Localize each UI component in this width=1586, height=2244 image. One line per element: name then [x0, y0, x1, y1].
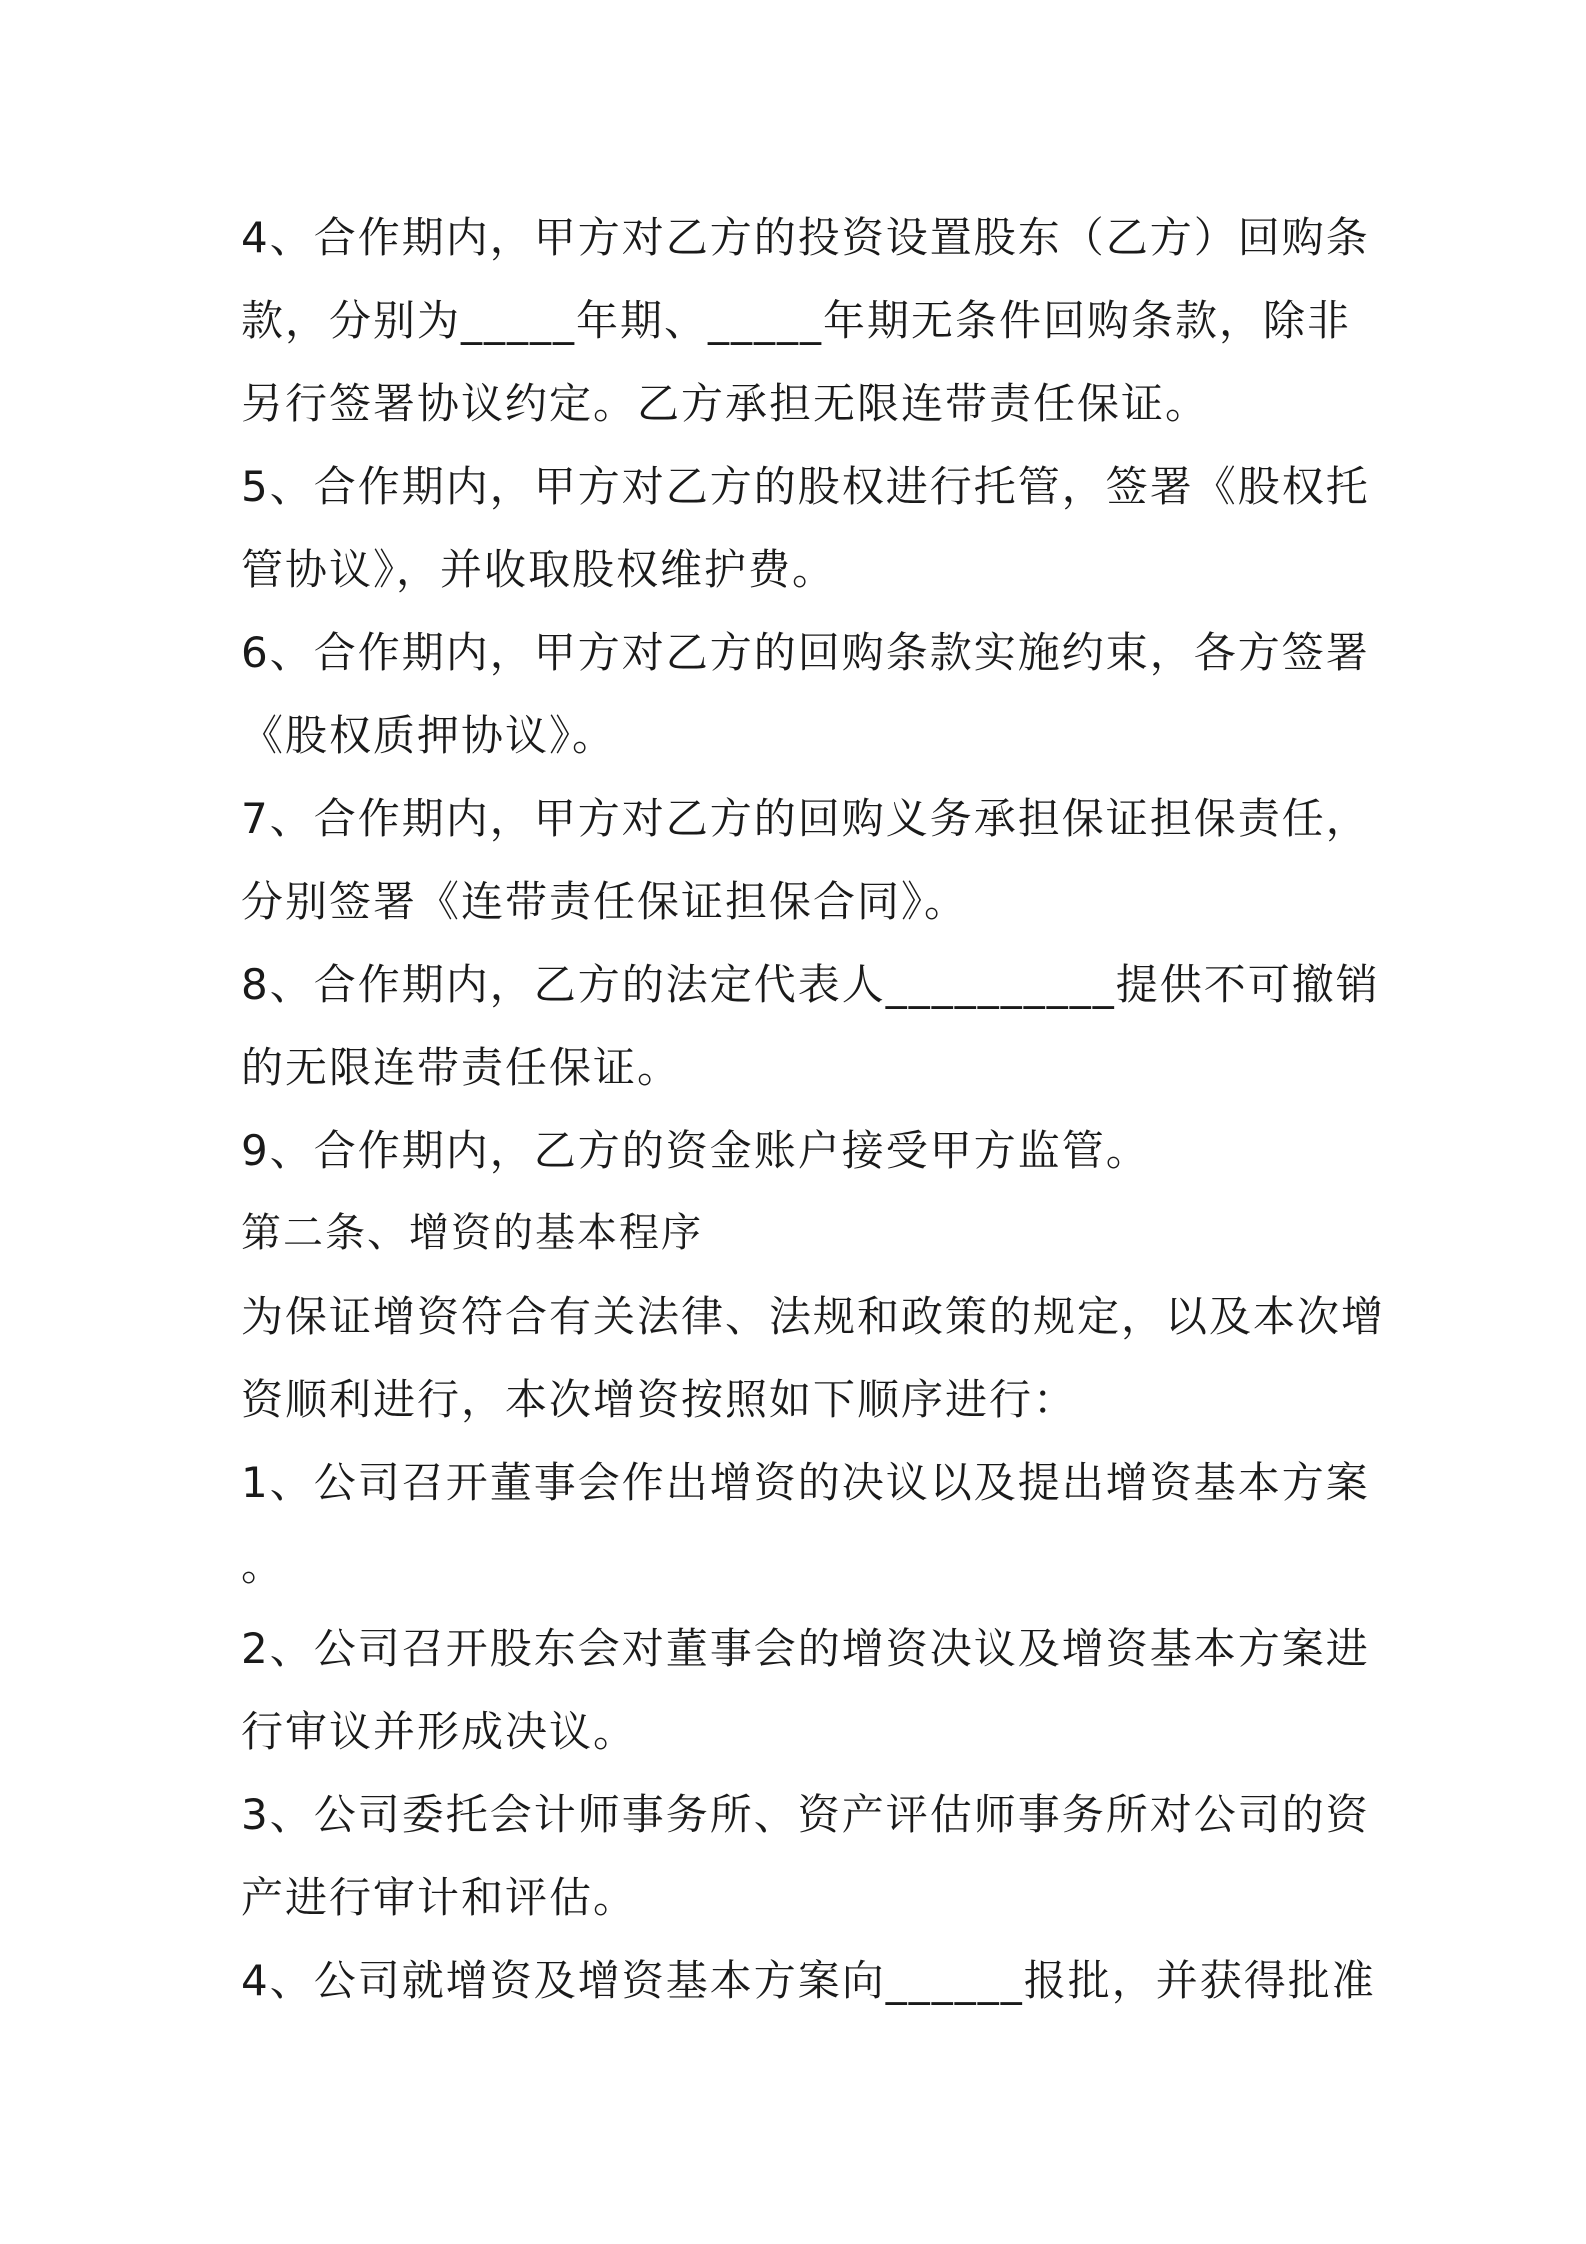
clause-6-line-1: 6、合作期内，甲方对乙方的回购条款实施约束，各方签署	[241, 628, 1370, 677]
document-body	[241, 196, 1386, 2022]
clause-7-line-1: 7、合作期内，甲方对乙方的回购义务承担保证担保责任，	[241, 794, 1370, 843]
clause-4-line-2: 款，分别为_____年期、_____年期无条件回购条款，除非	[241, 296, 1352, 345]
step-1-line-1: 1、公司召开董事会作出增资的决议以及提出增资基本方案	[241, 1458, 1370, 1507]
step-1-line-2: 。	[241, 1541, 286, 1590]
clause-4-line-3: 另行签署协议约定。乙方承担无限连带责任保证。	[241, 379, 1210, 428]
clause-8-line-1: 8、合作期内，乙方的法定代表人__________提供不可撤销	[241, 960, 1380, 1009]
clause-5-line-1: 5、合作期内，甲方对乙方的股权进行托管，签署《股权托	[241, 462, 1370, 511]
step-3-line-2: 产进行审计和评估。	[241, 1873, 638, 1922]
step-2-line-1: 2、公司召开股东会对董事会的增资决议及增资基本方案进	[241, 1624, 1370, 1673]
clause-8-line-2: 的无限连带责任保证。	[241, 1043, 682, 1092]
clause-6-line-2: 《股权质押协议》。	[241, 711, 617, 760]
clause-5-line-2: 管协议》，并收取股权维护费。	[241, 545, 837, 594]
step-4-line-1: 4、公司就增资及增资基本方案向______报批，并获得批准	[241, 1956, 1376, 2005]
clause-4-line-1: 4、合作期内，甲方对乙方的投资设置股东（乙方）回购条	[241, 213, 1370, 262]
article-2-heading: 第二条、增资的基本程序	[241, 1210, 703, 1256]
step-2-line-2: 行审议并形成决议。	[241, 1707, 638, 1756]
intro-line-1: 为保证增资符合有关法律、法规和政策的规定，以及本次增	[241, 1292, 1386, 1341]
intro-line-2: 资顺利进行，本次增资按照如下顺序进行：	[241, 1375, 1078, 1424]
step-3-line-1: 3、公司委托会计师事务所、资产评估师事务所对公司的资	[241, 1790, 1370, 1839]
clause-9-line-1: 9、合作期内，乙方的资金账户接受甲方监管。	[241, 1126, 1150, 1175]
clause-7-line-2: 分别签署《连带责任保证担保合同》。	[241, 877, 969, 926]
